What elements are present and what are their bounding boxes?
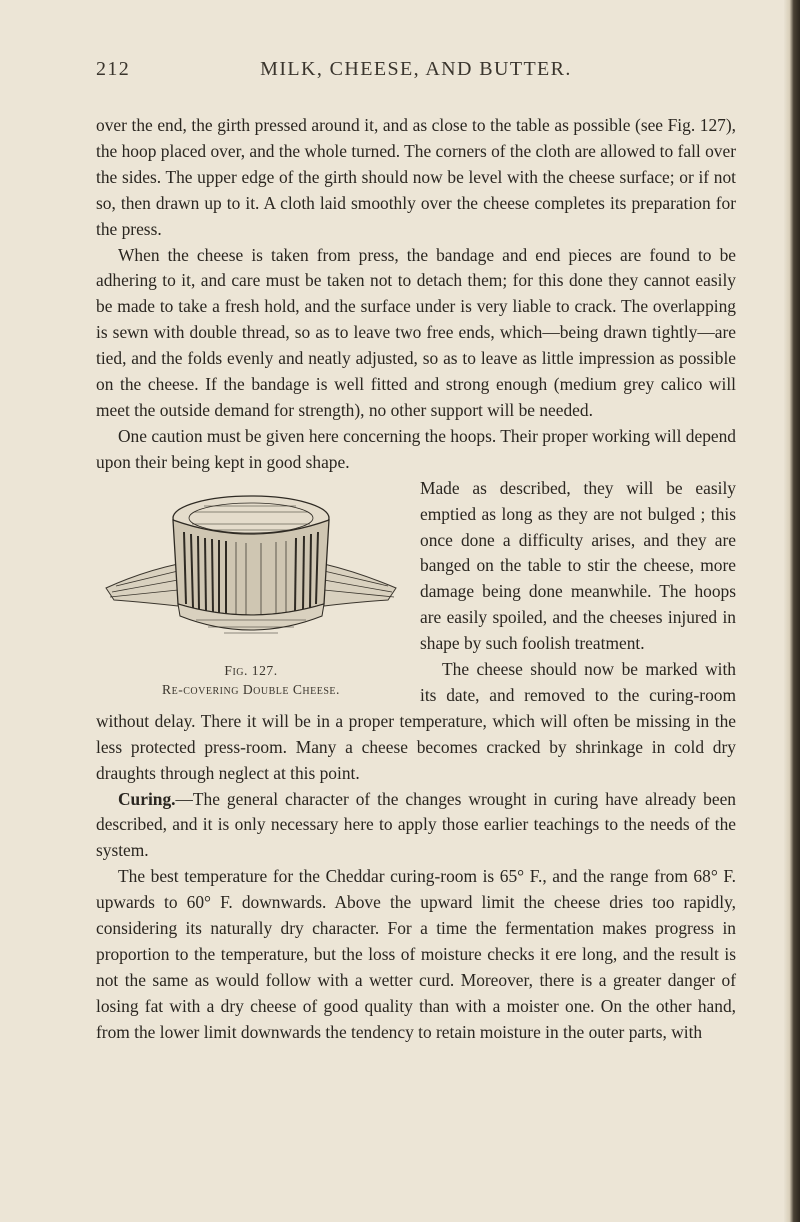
- figure-caption: [96, 661, 406, 699]
- page-header: [96, 58, 736, 88]
- figure-caption-text: Re-covering Double Cheese.: [162, 681, 340, 697]
- page-number: 212: [96, 58, 131, 80]
- cheese-hoop-illustration: [96, 476, 406, 656]
- page-body: [96, 113, 736, 1046]
- figure-number: Fig. 127.: [224, 662, 278, 678]
- paragraph: One caution must be given here concerning the hoops. Their proper working will depend upon their being kept in good shape.: [96, 425, 736, 472]
- paragraph: The cheese should now be marked with its date, and removed to the curing-room without delay. There it will be in a proper temperature, which will often be missing in the less protected press-room. Many a cheese becomes cracked by shrinkage in cold dry draughts through neglect at this point.: [96, 659, 736, 783]
- running-title: MILK, CHEESE, AND BUTTER.: [260, 58, 572, 80]
- paragraph: When the cheese is taken from press, the bandage and end pieces are found to be adhering to it, and care must be taken not to detach them; for this done they cannot easily be made to take a fresh hold, and the surface under is very liable to crack. The overlapping is sewn with double thread, so as to leave two free ends, which—being drawn tightly—are tied, and the folds evenly and neatly adjusted, so as to leave as little impression as possible on the cheese. If the bandage is well fitted and strong enough (medium grey calico will meet the outside demand for strength), no other support will be needed.: [96, 244, 736, 420]
- curing-heading: Curing.: [118, 788, 176, 809]
- paragraph-curing: [96, 787, 736, 865]
- paragraph: over the end, the girth pressed around it, and as close to the table as possible (see Fig. 127), the hoop placed over, and the whole turned. The corners of the cloth are allowed to fall over the sides. The upper edge of the girth should now be level with the cheese surface; or if not so, then drawn up to it. A cloth laid smoothly over the cheese completes its preparation for the press.: [96, 115, 736, 239]
- paragraph: The best temperature for the Cheddar curing-room is 65° F., and the range from 68° F. upwards to 60° F. downwards. Above the upward limit the cheese dries too rapidly, considering its naturally dry character. For a time the fermentation makes progress in proportion to the temperature, but the loss of moisture checks it ere long, and the result is not the same as would follow with a wetter curd. Moreover, there is a greater danger of losing fat with a dry cheese of good quality than with a moister one. On the other hand, from the lower limit downwards the tendency to retain moisture in the outer parts, with: [96, 866, 736, 1042]
- curing-text: —The general character of the changes wrought in curing have already been described, and it is only necessary here to apply those earlier teachings to the needs of the system.: [96, 788, 736, 861]
- paragraph: Made as described, they will be easily emptied as long as they are not bulged ; this once done a difficulty arises, and they are banged on the table to stir the cheese, more damage being done meanwhile. The hoops are easily spoiled, and the cheeses injured in shape by such foolish treatment.: [420, 477, 736, 654]
- figure-127: [0, 476, 406, 709]
- page-binding-edge: [784, 0, 800, 1222]
